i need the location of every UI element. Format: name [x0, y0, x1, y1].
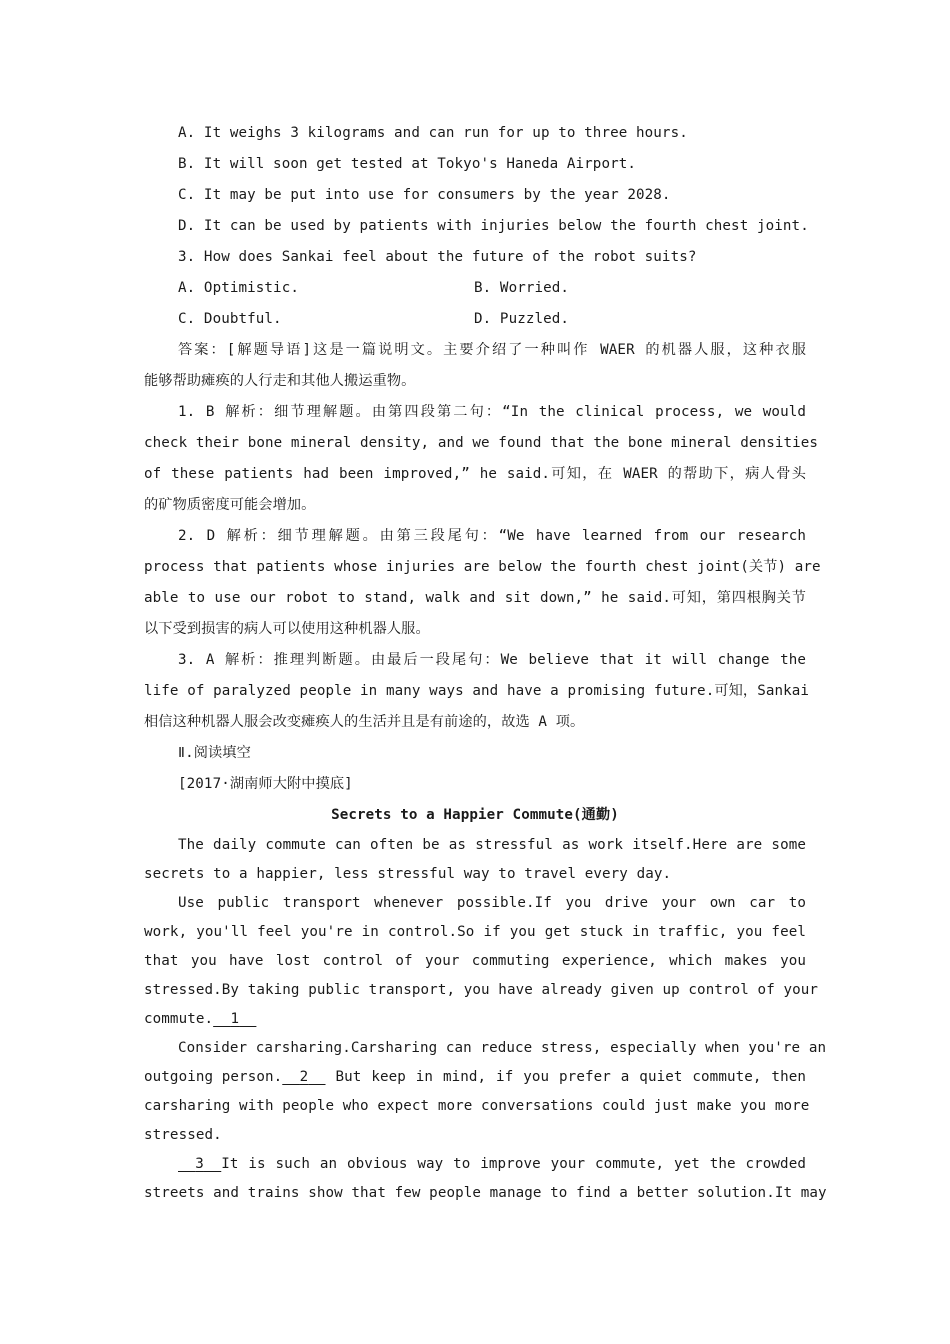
answer-2-line-4: 以下受到损害的病人可以使用这种机器人服。 [144, 621, 430, 637]
blank-3 [178, 1150, 221, 1179]
option-b: B. It will soon get tested at Tokyo's Haneda Airport. [178, 156, 637, 172]
question-3-stem: 3. How does Sankai feel about the future of the robot suits? [178, 249, 697, 265]
answer-1-line-2: check their bone mineral density, and we found that the bone mineral densities [144, 435, 819, 451]
answer-3-line-3: 相信这种机器人服会改变瘫痪人的生活并且是有前途的，故选 A 项。 [144, 714, 585, 730]
answer-2-line-2: process that patients whose injuries are below the fourth chest joint(关节) are [144, 559, 821, 575]
passage-p3-line-1: Consider carsharing.Carsharing can reduce stress, especially when you're an [178, 1040, 827, 1056]
question-3-options-row-2 [144, 304, 806, 335]
passage-p2-line-5 [144, 1005, 806, 1034]
answer-intro-line-1: 答案：[解题导语]这是一篇说明文。主要介绍了一种叫作 WAER 的机器人服，这种衣服 [178, 342, 806, 358]
q3-option-a: A. Optimistic. [178, 280, 299, 296]
passage-p2-line-5-text: commute. [144, 1011, 214, 1027]
passage-p2-line-4: stressed.By taking public transport, you have already given up control of your [144, 982, 819, 998]
passage-p3-line-2 [144, 1063, 806, 1092]
blank-2 [282, 1063, 325, 1092]
q3-option-d: D. Puzzled. [474, 311, 570, 327]
question-3-options-row-1 [144, 273, 806, 304]
passage-p4-line-2: streets and trains show that few people manage to find a better solution.It may [144, 1185, 827, 1201]
answer-2-line-3: able to use our robot to stand, walk and sit down,” he said.可知，第四根胸关节 [144, 590, 806, 606]
option-a: A. It weighs 3 kilograms and can run for up to three hours. [178, 125, 688, 141]
passage-p3-line-2b: But keep in mind, if you prefer a quiet commute, then [335, 1069, 806, 1085]
blank-1-number: 1 [230, 1011, 240, 1027]
answer-1-line-4: 的矿物质密度可能会增加。 [144, 497, 316, 513]
blank-2-number: 2 [299, 1069, 309, 1085]
option-d: D. It can be used by patients with injuries below the fourth chest joint. [178, 218, 809, 234]
passage-title: Secrets to a Happier Commute(通勤) [331, 807, 619, 823]
section-heading: Ⅱ.阅读填空 [178, 745, 251, 761]
passage-p1-line-2: secrets to a happier, less stressful way to travel every day. [144, 866, 672, 882]
passage-p2-line-1: Use public transport whenever possible.If you drive your own car to [178, 895, 806, 911]
passage-body [144, 831, 827, 1208]
passage-p3-line-2a: outgoing person. [144, 1069, 283, 1085]
passage-p4-line-1-text: It is such an obvious way to improve your commute, yet the crowded [221, 1156, 806, 1172]
answer-1-line-1: 1. B 解析：细节理解题。由第四段第二句：“In the clinical process, we would [178, 404, 806, 420]
passage-p4-line-1 [144, 1150, 806, 1179]
answer-intro-line-2: 能够帮助瘫痪的人行走和其他人搬运重物。 [144, 373, 416, 389]
q3-option-b: B. Worried. [474, 280, 570, 296]
passage-p3-line-3: carsharing with people who expect more conversations could just make you more [144, 1098, 810, 1114]
passage-p2-line-2: work, you'll feel you're in control.So if you get stuck in traffic, you feel [144, 924, 806, 940]
passage-p2-line-3: that you have lost control of your commuting experience, which makes you [144, 953, 806, 969]
answer-3-line-2: life of paralyzed people in many ways and have a promising future.可知，Sankai [144, 683, 810, 699]
section-source: [2017·湖南师大附中摸底] [178, 776, 353, 792]
q3-option-c: C. Doubtful. [178, 311, 282, 327]
answer-2-line-1: 2. D 解析：细节理解题。由第三段尾句：“We have learned from our research [178, 528, 806, 544]
blank-1 [213, 1005, 256, 1034]
answer-1-line-3: of these patients had been improved,” he said.可知，在 WAER 的帮助下，病人骨头 [144, 466, 806, 482]
passage-p3-line-4: stressed. [144, 1127, 222, 1143]
passage-p1-line-1: The daily commute can often be as stressful as work itself.Here are some [178, 837, 806, 853]
document-page [144, 118, 827, 1208]
option-c: C. It may be put into use for consumers by the year 2028. [178, 187, 671, 203]
answer-3-line-1: 3. A 解析：推理判断题。由最后一段尾句：We believe that it will change the [178, 652, 806, 668]
blank-3-number: 3 [195, 1156, 204, 1172]
